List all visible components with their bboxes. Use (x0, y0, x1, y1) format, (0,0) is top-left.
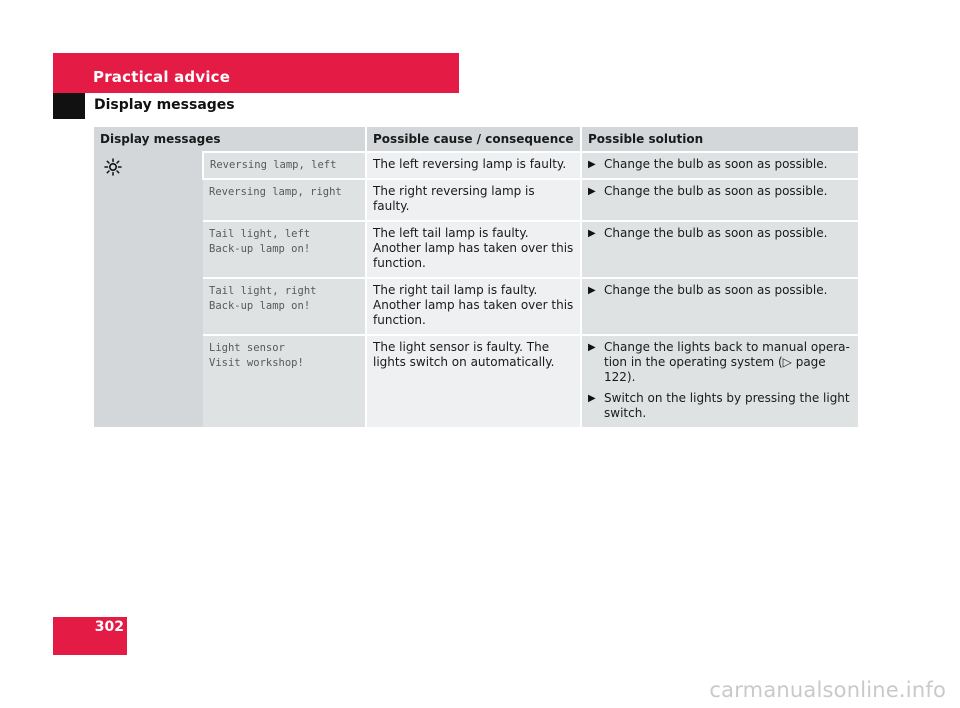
solution-item: ▶ Change the bulb as soon as possible. (588, 226, 828, 240)
cause-cell: The left tail lamp is faulty. Another lamp has taken over this function. (366, 221, 581, 278)
column-header-cause: Possible cause / consequence (366, 127, 581, 152)
message-cell: Reversing lamp, right (203, 179, 366, 221)
solution-cell (581, 278, 858, 335)
arrow-icon: ▶ (588, 393, 596, 404)
solution-cell (581, 179, 858, 221)
lamp-warning-icon (104, 158, 122, 176)
cause-cell: The right tail lamp is faulty. Another lamp has taken over this function. (366, 278, 581, 335)
solution-item: ▶ Change the bulb as soon as possible. (588, 157, 828, 171)
solution-cell (581, 335, 858, 427)
table-header-row (94, 127, 858, 152)
table-row (94, 335, 858, 427)
solution-cell (581, 152, 858, 179)
message-cell: Reversing lamp, left (203, 152, 366, 179)
solution-cell (581, 221, 858, 278)
cause-cell: The right reversing lamp is faulty. (366, 179, 581, 221)
table-row (94, 221, 858, 278)
solution-item: ▶ Change the bulb as soon as possible. (588, 283, 828, 297)
message-cell: Tail light, left Back-up lamp on! (203, 221, 366, 278)
section-title: Practical advice (93, 68, 231, 86)
arrow-icon: ▶ (588, 342, 596, 353)
message-cell: Light sensor Visit workshop! (203, 335, 366, 427)
icon-cell (94, 152, 203, 427)
section-tab-marker (53, 93, 85, 119)
table-row (94, 152, 858, 179)
solution-item: ▶ Change the lights back to manual opera-tion in the operating system (▷ page 122). (588, 340, 850, 384)
table-row (94, 179, 858, 221)
arrow-icon: ▶ (588, 186, 596, 197)
solution-item: ▶ Change the bulb as soon as possible. (588, 184, 828, 198)
cause-cell: The left reversing lamp is faulty. (366, 152, 581, 179)
message-cell: Tail light, right Back-up lamp on! (203, 278, 366, 335)
column-header-display-messages: Display messages (94, 127, 366, 152)
arrow-icon: ▶ (588, 285, 596, 296)
page-number-box (53, 617, 127, 655)
cause-cell: The light sensor is faulty. The lights switch on automatically. (366, 335, 581, 427)
table-row (94, 278, 858, 335)
page-subtitle: Display messages (94, 97, 235, 113)
arrow-icon: ▶ (588, 228, 596, 239)
column-header-solution: Possible solution (581, 127, 858, 152)
arrow-icon: ▶ (588, 159, 596, 170)
display-messages-table (94, 127, 858, 427)
watermark: carmanualsonline.info (709, 678, 946, 702)
page-number: 302 (94, 619, 124, 635)
section-header-bar (53, 53, 459, 93)
solution-item: ▶ Switch on the lights by pressing the light switch. (588, 391, 850, 420)
